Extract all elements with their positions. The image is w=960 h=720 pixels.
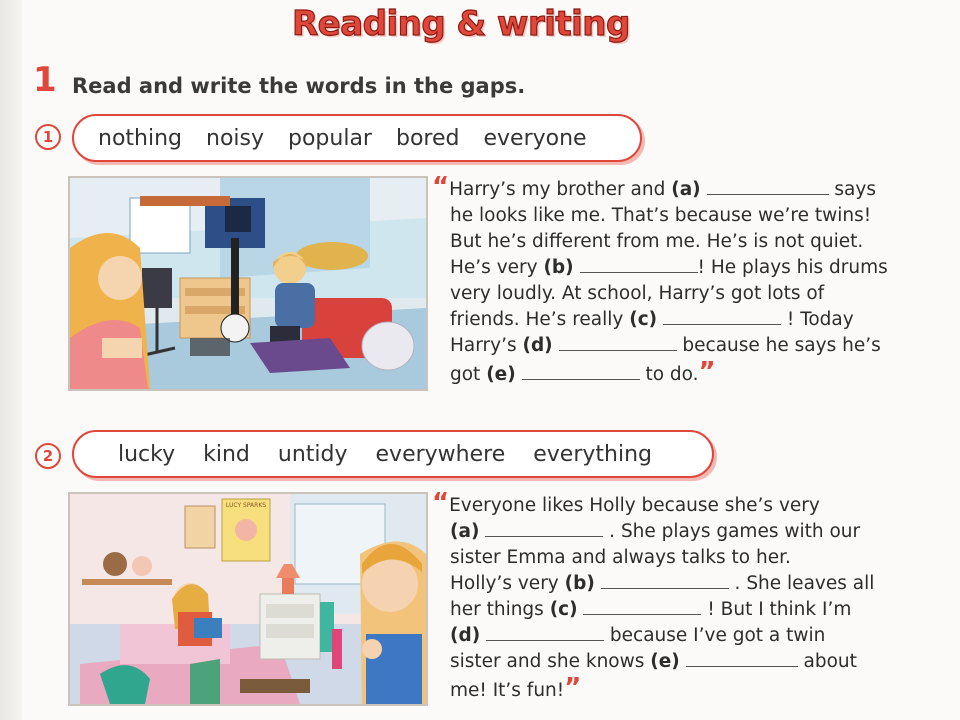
text-line: about: [797, 651, 857, 672]
text-line: Harry’s my brother and: [449, 179, 672, 200]
text-block-2: [432, 490, 912, 704]
word-box-item: untidy: [277, 441, 348, 467]
answer-gap-e[interactable]: [686, 652, 798, 667]
section-2-number: 2: [35, 443, 61, 469]
word-box-2: [72, 430, 714, 478]
text-line: says: [828, 179, 876, 200]
text-line: to do.: [639, 364, 699, 385]
text-line: But he’s different from me. He’s is not quiet.: [450, 231, 864, 252]
gap-label: (e): [650, 651, 680, 672]
answer-gap-b[interactable]: [601, 574, 729, 589]
answer-gap-a[interactable]: [707, 180, 829, 195]
answer-gap-c[interactable]: [663, 310, 781, 325]
illustration-holly-room: [68, 492, 428, 706]
word-box-item: everything: [533, 441, 652, 467]
answer-gap-d[interactable]: [486, 626, 604, 641]
text-line: me! It’s fun!: [450, 680, 565, 701]
text-line: ! Today: [781, 309, 854, 330]
section-1-number: 1: [35, 124, 61, 150]
illustration-harry-room: [68, 176, 428, 391]
exercise-instruction: Read and write the words in the gaps.: [72, 74, 526, 98]
poster-text: LUCY SPARKS: [225, 502, 267, 509]
text-line: Everyone likes Holly because she’s very: [449, 495, 820, 516]
answer-gap-c[interactable]: [583, 600, 701, 615]
open-quote: “: [432, 488, 450, 518]
gap-label: (c): [629, 309, 658, 330]
text-line: he looks like me. That’s because we’re twins!: [450, 205, 872, 226]
gap-label: (a): [671, 179, 701, 200]
text-block-1: [432, 174, 912, 388]
text-line: . She plays games with our: [603, 521, 861, 542]
text-line: sister Emma and always talks to her.: [450, 547, 791, 568]
gap-label: (d): [450, 625, 481, 646]
gap-label: (b): [564, 573, 595, 594]
text-line: because I’ve got a twin: [604, 625, 826, 646]
gap-label: (c): [549, 599, 578, 620]
gap-label: (a): [450, 521, 480, 542]
page-title: Reading & writing: [292, 4, 630, 44]
text-line: ! But I think I’m: [701, 599, 852, 620]
open-quote: “: [432, 172, 450, 202]
close-quote: ”: [698, 357, 716, 387]
word-box-item: nothing: [98, 125, 182, 151]
answer-gap-e[interactable]: [522, 365, 640, 380]
text-line: friends. He’s really: [450, 309, 630, 330]
text-line: very loudly. At school, Harry’s got lots of: [450, 283, 825, 304]
answer-gap-a[interactable]: [485, 522, 603, 537]
close-quote: ”: [564, 673, 582, 703]
word-box-item: popular: [288, 125, 372, 151]
illustration-harry-room-art: [70, 178, 426, 389]
answer-gap-b[interactable]: [580, 258, 698, 273]
word-box-item: kind: [203, 441, 250, 467]
word-box-item: everyone: [483, 125, 587, 151]
text-line: ! He plays his drums: [697, 257, 888, 278]
gap-label: (b): [543, 257, 574, 278]
gap-label: (d): [522, 335, 553, 356]
text-line: sister and she knows: [450, 651, 651, 672]
text-line: Holly’s very: [450, 573, 565, 594]
word-box-item: everywhere: [375, 441, 506, 467]
word-box-item: noisy: [206, 125, 264, 151]
exercise-number: 1: [33, 60, 57, 100]
answer-gap-d[interactable]: [559, 336, 677, 351]
text-line: . She leaves all: [728, 573, 875, 594]
word-box-1: [72, 114, 642, 162]
text-line: because he says he’s: [676, 335, 881, 356]
illustration-holly-room-art: [70, 494, 426, 704]
text-line: Harry’s: [450, 335, 523, 356]
word-box-item: bored: [395, 125, 460, 151]
word-box-item: lucky: [118, 441, 176, 467]
gap-label: (e): [486, 364, 516, 385]
page-edge: [0, 0, 22, 720]
text-line: He’s very: [450, 257, 544, 278]
text-line: her things: [450, 599, 550, 620]
text-line: got: [450, 364, 487, 385]
